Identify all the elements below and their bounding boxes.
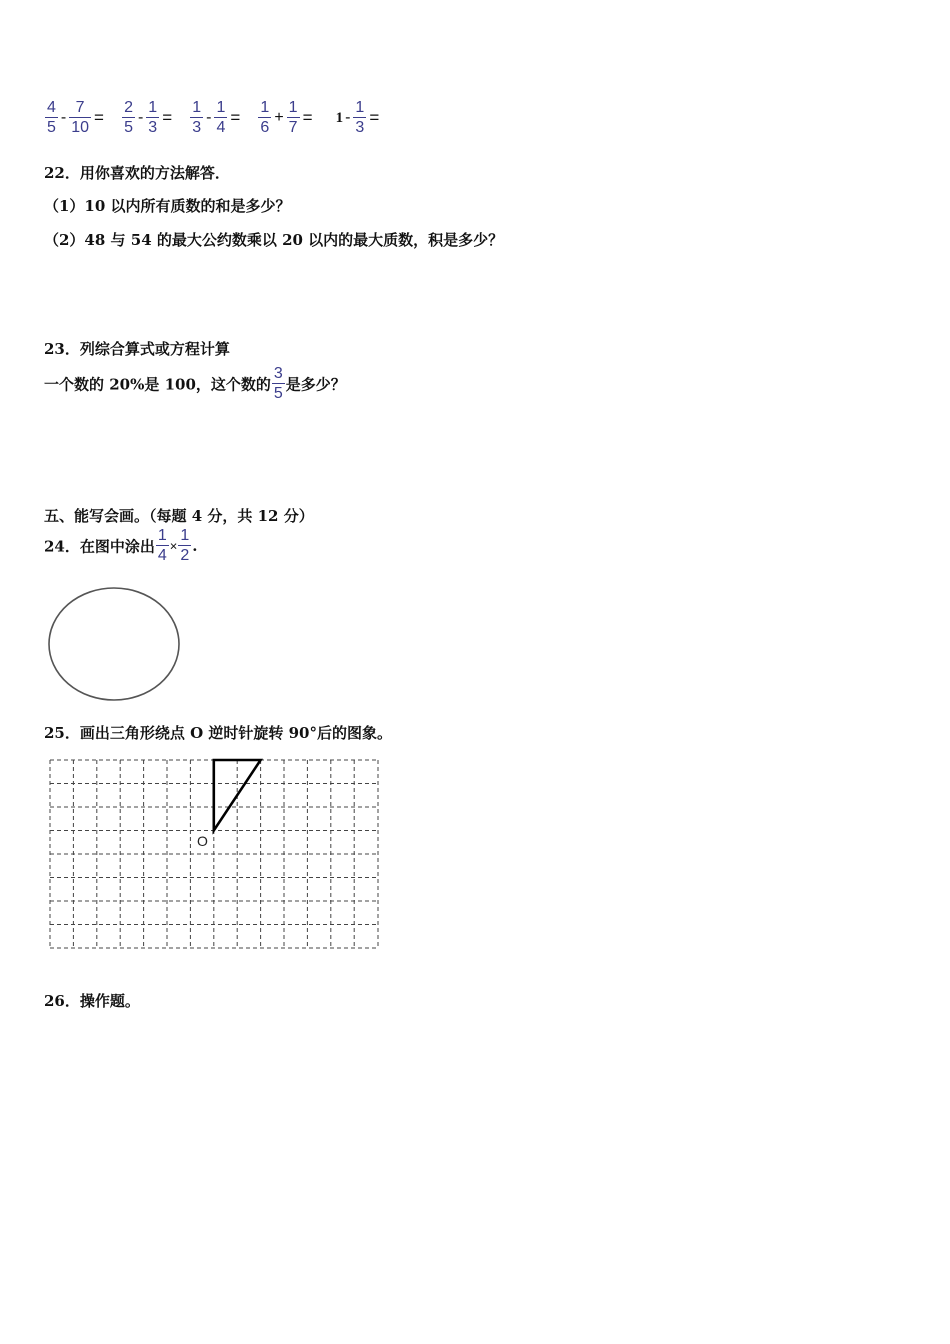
equation-3: $\frac{1}{3}$ - $\frac{1}{4}$ = bbox=[192, 99, 241, 136]
fraction: $\frac{1}{2}$ bbox=[180, 527, 190, 564]
equation-1: $\frac{4}{5}$ - $\frac{7}{10}$ = bbox=[47, 99, 104, 136]
fraction: $\frac{3}{5}$ bbox=[273, 365, 283, 402]
fraction: $\frac{1}{4}$ bbox=[216, 99, 226, 136]
fraction: $\frac{4}{5}$ bbox=[47, 99, 56, 136]
fraction: $\frac{1}{7}$ bbox=[288, 99, 298, 136]
fraction: $\frac{1}{3}$ bbox=[355, 99, 365, 136]
rotation-grid bbox=[46, 756, 382, 952]
fraction: $\frac{1}{4}$ bbox=[157, 527, 167, 564]
point-o-label: O bbox=[197, 833, 208, 849]
q23-question: 一个数的 20%是 100，这个数的 $\frac{3}{5}$ 是多少？ bbox=[44, 365, 346, 402]
fraction: $\frac{7}{10}$ bbox=[71, 99, 90, 136]
fraction: $\frac{2}{5}$ bbox=[124, 99, 133, 136]
equation-row bbox=[44, 100, 391, 136]
equation-5: 1 - $\frac{1}{3}$ = bbox=[335, 99, 380, 136]
q22-part1: （1）10 以内所有质数的和是多少？ bbox=[44, 197, 291, 215]
section-5-heading: 五、能写会画。（每题 4 分，共 12 分） bbox=[44, 507, 314, 525]
circle-figure bbox=[46, 585, 184, 703]
q26-title: 26．操作题。 bbox=[44, 992, 140, 1010]
fraction: $\frac{1}{3}$ bbox=[148, 99, 158, 136]
q22-title: 22．用你喜欢的方法解答． bbox=[44, 164, 230, 182]
q22-part2: （2）48 与 54 的最大公约数乘以 20 以内的最大质数，积是多少？ bbox=[44, 231, 504, 249]
q25-title: 25．画出三角形绕点 O 逆时针旋转 90°后的图象。 bbox=[44, 724, 392, 742]
q23-title: 23．列综合算式或方程计算 bbox=[44, 340, 230, 358]
fraction: $\frac{1}{6}$ bbox=[260, 99, 270, 136]
equation-2: $\frac{2}{5}$ - $\frac{1}{3}$ = bbox=[124, 99, 173, 136]
fraction: $\frac{1}{3}$ bbox=[192, 99, 202, 136]
q24-title: 24．在图中涂出 $\frac{1}{4}$ × $\frac{1}{2}$ . bbox=[44, 527, 198, 564]
equation-4: $\frac{1}{6}$ + $\frac{1}{7}$ = bbox=[260, 99, 313, 136]
